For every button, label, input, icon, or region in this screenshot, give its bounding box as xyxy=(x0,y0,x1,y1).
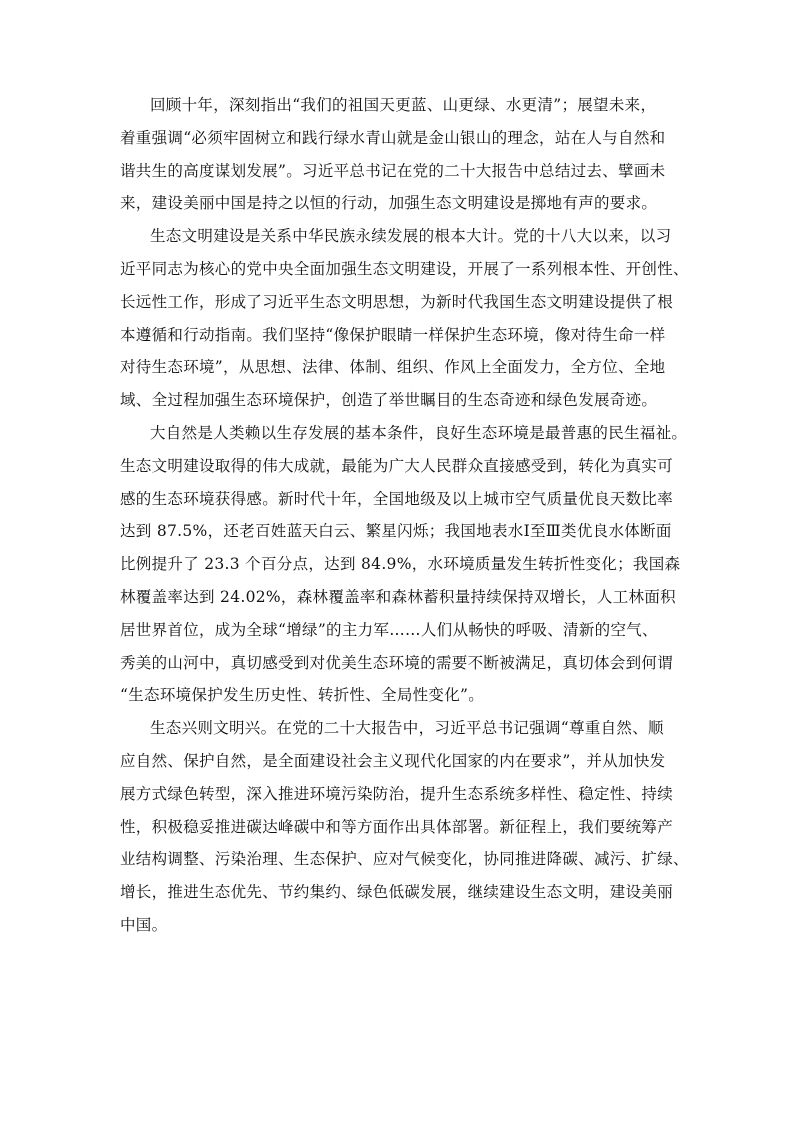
text-line: 生态文明建设取得的伟大成就，最能为广大人民群众直接感受到，转化为真实可 xyxy=(120,456,674,475)
text-line: 林覆盖率达到 24.02%，森林覆盖率和森林蓄积量持续保持双增长，人工林面积 xyxy=(120,587,676,606)
text-line: 应自然、保护自然，是全面建设社会主义现代化国家的内在要求”，并从加快发 xyxy=(120,751,666,770)
text-line: 中国。 xyxy=(120,915,168,934)
paragraph-2 xyxy=(120,220,689,417)
text-line: 生态兴则文明兴。在党的二十大报告中，习近平总书记强调“尊重自然、顺 xyxy=(150,719,664,738)
text-line: 来，建设美丽中国是持之以恒的行动，加强生态文明建设是掷地有声的要求。 xyxy=(120,194,658,213)
paragraph-4 xyxy=(120,712,689,942)
text-line: 谐共生的高度谋划发展”。习近平总书记在党的二十大报告中总结过去、擘画未 xyxy=(120,161,666,180)
text-line: 着重强调“必须牢固树立和践行绿水青山就是金山银山的理念，站在人与自然和 xyxy=(120,128,666,147)
text-line: 业结构调整、污染治理、生态保护、应对气候变化，协同推进降碳、减污、扩绿、 xyxy=(120,850,689,869)
article-body xyxy=(120,89,689,942)
text-line: 长远性工作，形成了习近平生态文明思想，为新时代我国生态文明建设提供了根 xyxy=(120,292,674,311)
text-line: 增长，推进生态优先、节约集约、绿色低碳发展，继续建设生态文明，建设美丽 xyxy=(120,883,674,902)
text-line: 比例提升了 23.3 个百分点，达到 84.9%，水环境质量发生转折性变化；我国森 xyxy=(120,555,681,574)
text-line: 近平同志为核心的党中央全面加强生态文明建设，开展了一系列根本性、开创性、 xyxy=(120,259,689,278)
text-line: 展方式绿色转型，深入推进环境污染防治，提升生态系统多样性、稳定性、持续 xyxy=(120,784,674,803)
text-line: “生态环境保护发生历史性、转折性、全局性变化”。 xyxy=(120,686,485,705)
text-line: 本遵循和行动指南。我们坚持“像保护眼睛一样保护生态环境，像对待生命一样 xyxy=(120,325,666,344)
text-line: 性，积极稳妥推进碳达峰碳中和等方面作出具体部署。新征程上，我们要统筹产 xyxy=(120,817,674,836)
paragraph-1 xyxy=(120,89,680,220)
text-line: 生态文明建设是关系中华民族永续发展的根本大计。党的十八大以来，以习 xyxy=(150,227,672,246)
text-line: 回顾十年，深刻指出“我们的祖国天更蓝、山更绿、水更清”；展望未来， xyxy=(150,96,657,114)
text-line: 对待生态环境”，从思想、法律、体制、组织、作风上全面发力，全方位、全地 xyxy=(120,358,666,377)
paragraph-3 xyxy=(120,417,688,712)
text-line: 域、全过程加强生态环境保护，创造了举世瞩目的生态奇迹和绿色发展奇迹。 xyxy=(120,391,658,410)
text-line: 大自然是人类赖以生存发展的基本条件，良好生态环境是最普惠的民生福祉。 xyxy=(150,423,688,442)
text-line: 居世界首位，成为全球“增绿”的主力军……人们从畅快的呼吸、清新的空气、 xyxy=(120,620,658,639)
text-line: 感的生态环境获得感。新时代十年，全国地级及以上城市空气质量优良天数比率 xyxy=(120,489,674,508)
text-line: 达到 87.5%，还老百姓蓝天白云、繁星闪烁；我国地表水Ⅰ至Ⅲ类优良水体断面 xyxy=(120,522,672,541)
text-line: 秀美的山河中，真切感受到对优美生态环境的需要不断被满足，真切体会到何谓 xyxy=(120,653,674,672)
